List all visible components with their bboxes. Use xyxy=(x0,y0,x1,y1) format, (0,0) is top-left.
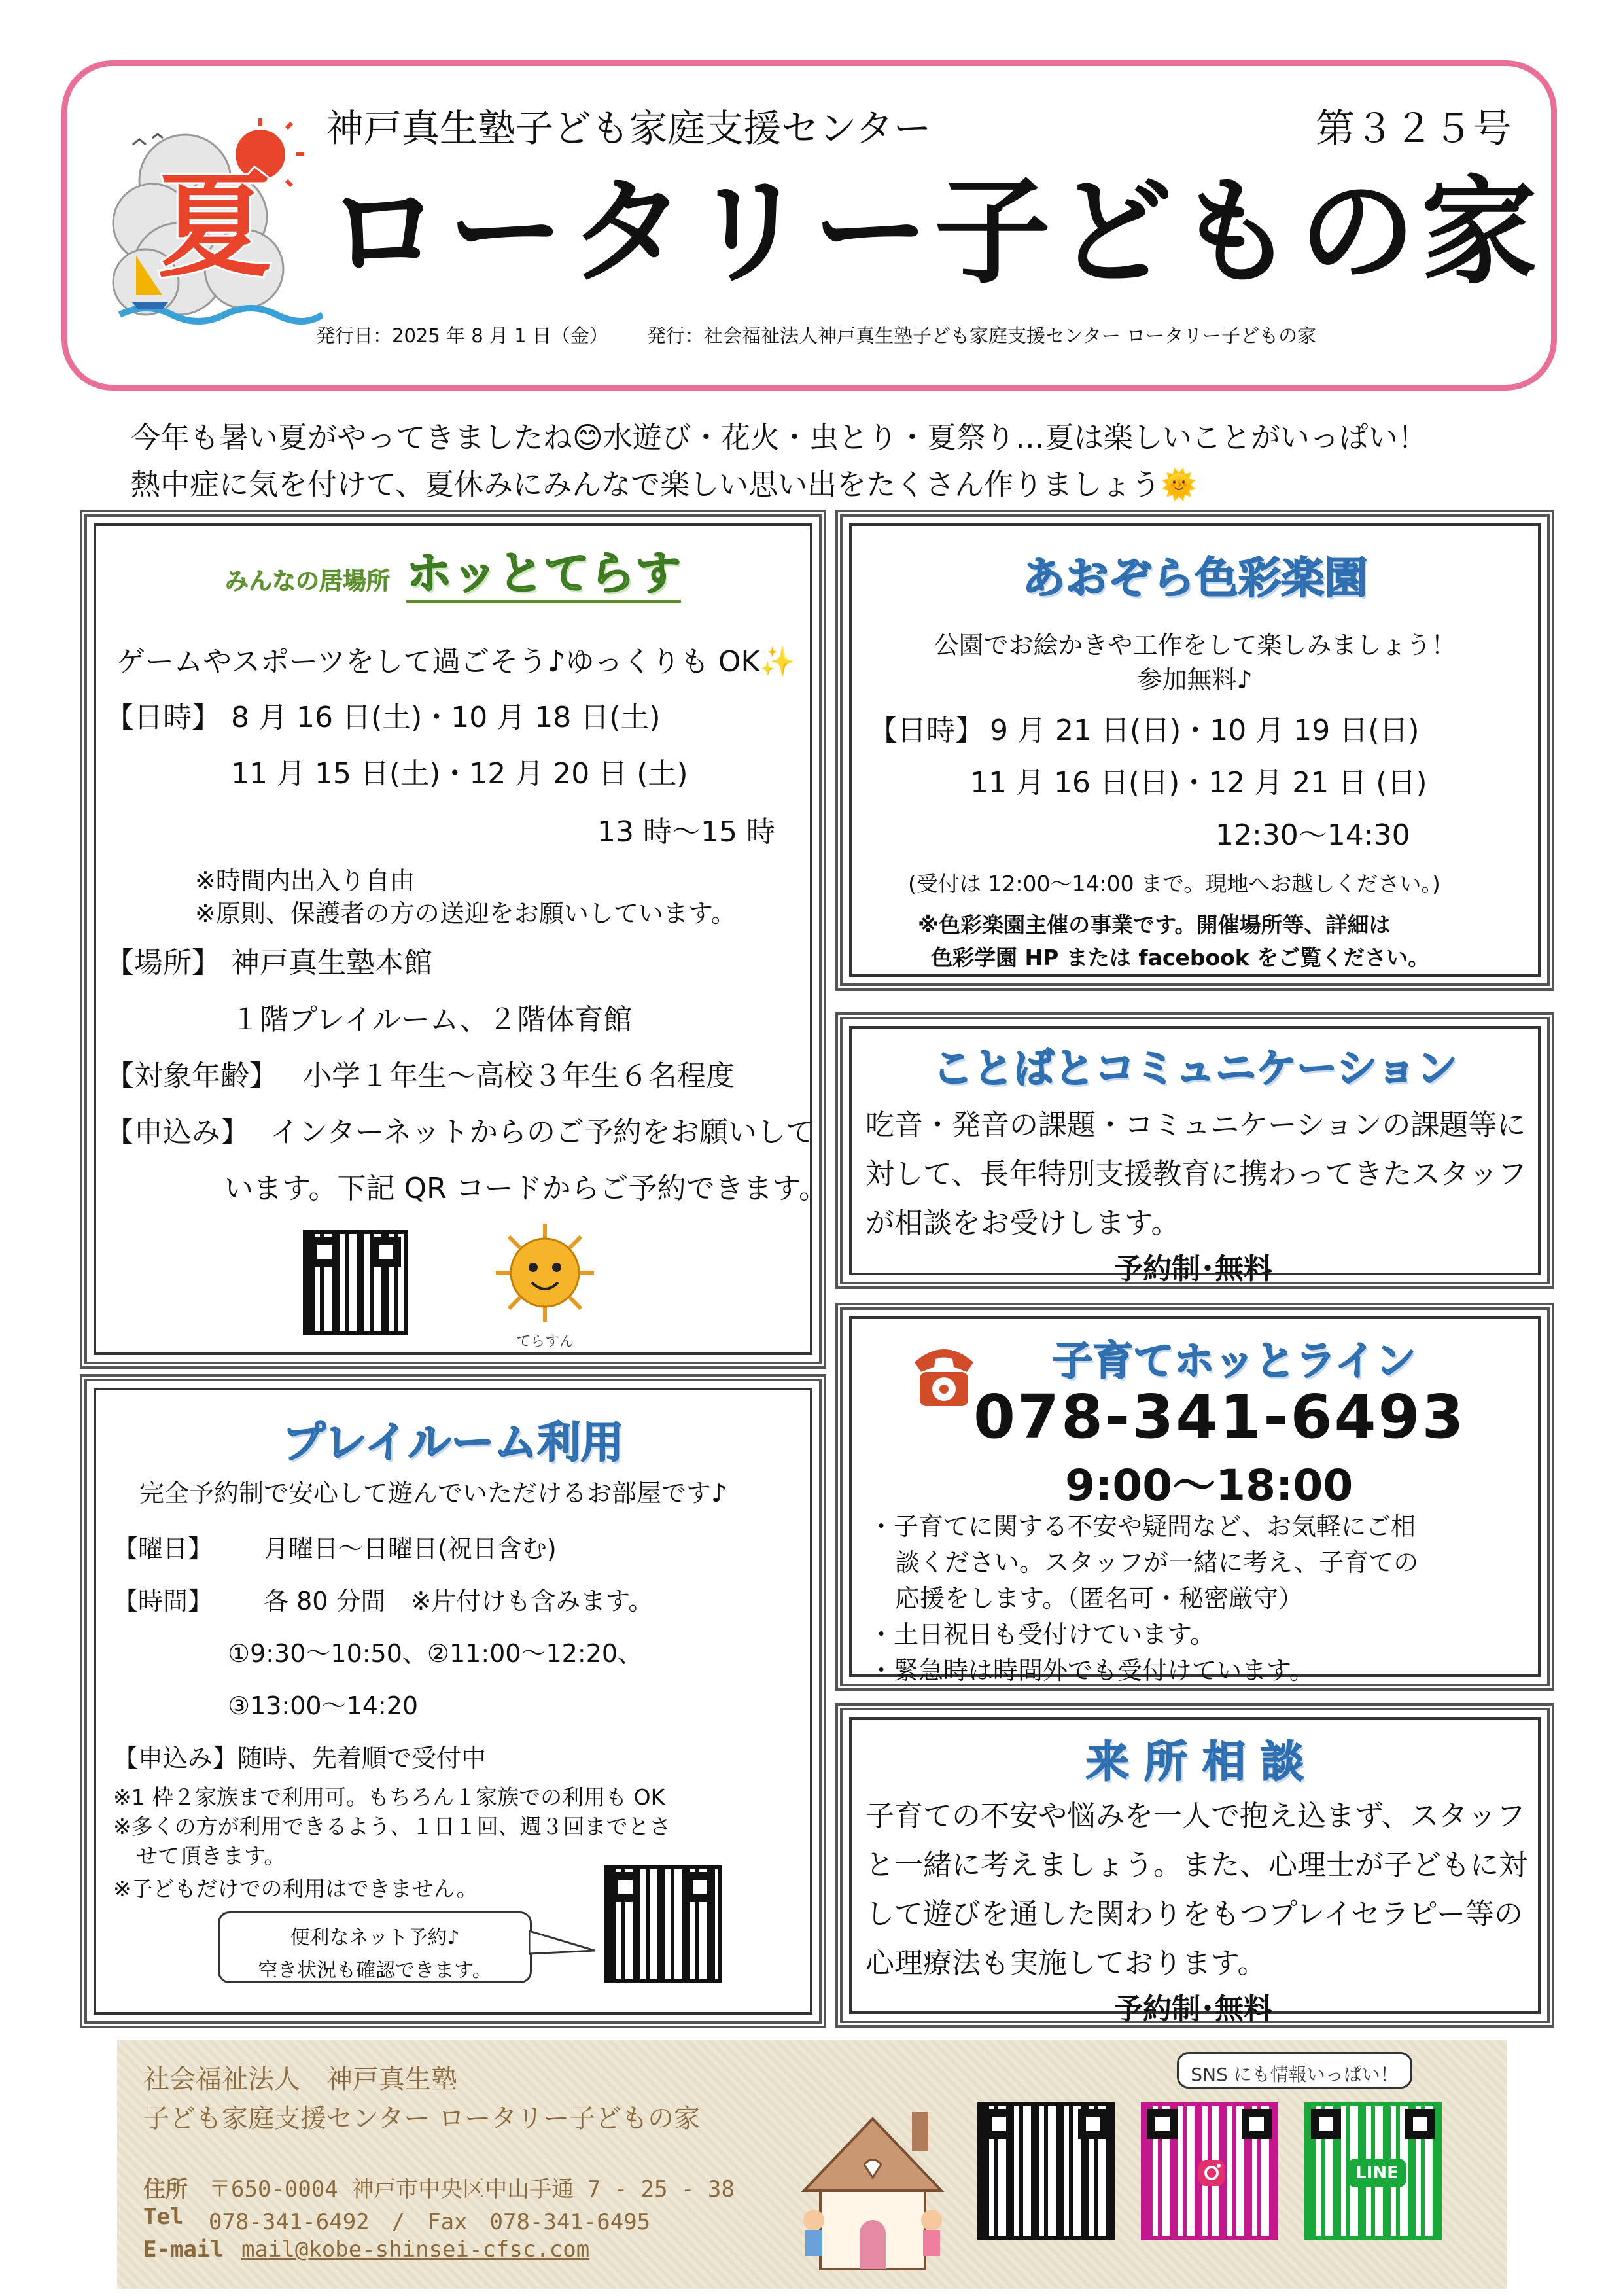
hotterasu-section xyxy=(80,510,826,1369)
hotline-hours: 9:00～18:00 xyxy=(1065,1460,1353,1511)
hotterasu-qr-code[interactable] xyxy=(303,1230,408,1335)
homepage-qr-code[interactable] xyxy=(977,2102,1115,2240)
email-label: E-mail xyxy=(143,2236,224,2263)
line-icon: LINE xyxy=(1348,2159,1406,2187)
hotline-bullet-1a: ・子育てに関する不安や疑問など、お気軽にご相 xyxy=(869,1512,1416,1541)
hotline-bullet-1c: 応援をします。（匿名可・秘密厳守） xyxy=(895,1584,1303,1613)
terasun-mascot xyxy=(493,1220,597,1351)
aozora-reception: (受付は 12:00～14:00 まで。現地へお越しください。) xyxy=(908,871,1440,896)
intro-line-2: 熱中症に気を付けて、夏休みにみんなで楽しい思い出をたくさん作りましょう🌞 xyxy=(131,467,1198,502)
house-illustration xyxy=(791,2099,954,2282)
sns-text: SNS にも情報いっぱい！ xyxy=(1191,2064,1399,2085)
aozora-time: 12:30～14:30 xyxy=(1215,819,1410,852)
raisho-body-3: して遊びを通した関わりをもつプレイセラピー等の xyxy=(865,1898,1523,1931)
hotterasu-age-label: 【対象年齢】 xyxy=(105,1059,278,1093)
hotterasu-place-2: １階プレイルーム、２階体育館 xyxy=(231,1003,633,1036)
hotterasu-place-1: 神戸真生塾本館 xyxy=(231,946,432,980)
aozora-date-label: 【日時】 xyxy=(869,714,984,747)
raisho-body-1: 子育ての不安や悩みを一人で抱え込まず、スタッフ xyxy=(865,1799,1526,1833)
playroom-note-2: ※多くの方が利用できるよう、１日１回、週３回までとさ xyxy=(113,1814,671,1839)
instagram-icon xyxy=(1197,2159,1226,2187)
hotterasu-subtitle: みんなの居場所 xyxy=(224,568,390,595)
playroom-apply: 随時、先着順で受付中 xyxy=(237,1744,487,1773)
kotoba-body-1: 吃音・発音の課題・コミュニケーションの課題等に xyxy=(865,1108,1526,1142)
playroom-slots-2: ③13:00～14:20 xyxy=(228,1691,419,1720)
line-qr-code[interactable] xyxy=(1304,2102,1442,2240)
hotterasu-dates-1: 8 月 16 日(土)・10 月 18 日(土) xyxy=(231,701,661,734)
newsletter-title: ロータリー子どもの家 xyxy=(326,164,1543,300)
intro-line-1: 今年も暑い夏がやってきましたね😊水遊び・花火・虫とり・夏祭り…夏は楽しいことがいっぱい！ xyxy=(131,420,1427,455)
hotline-title: 子育てホッとライン xyxy=(1052,1337,1416,1385)
tel-label: Tel xyxy=(143,2204,184,2230)
kotoba-body-2: 対して、長年特別支援教育に携わってきたスタッフ xyxy=(865,1157,1527,1191)
callout-pointer xyxy=(529,1924,595,1964)
hotline-phone: 078-341-6493 xyxy=(973,1382,1466,1452)
footer-org-1: 社会福祉法人 神戸真生塾 xyxy=(143,2064,457,2094)
raisho-body-2: と一緒に考えましょう。また、心理士が子どもに対 xyxy=(865,1848,1527,1882)
tel-fax: 078-341-6492 / Fax 078-341-6495 xyxy=(209,2209,651,2235)
mascot-name: てらすん xyxy=(515,1333,574,1350)
hotterasu-dates-2: 11 月 15 日(土)・12 月 20 日 (土) xyxy=(231,757,688,790)
playroom-time-label: 【時間】 xyxy=(113,1587,213,1616)
playroom-title: プレイルーム利用 xyxy=(282,1417,624,1468)
summer-cloud-illustration xyxy=(107,118,323,341)
playroom-note-1: ※1 枠２家族まで利用可。もちろん１家族での利用も OK xyxy=(113,1784,665,1810)
raisho-title: 来 所 相 談 xyxy=(1086,1737,1304,1787)
playroom-days: 月曜日～日曜日(祝日含む) xyxy=(264,1534,557,1563)
playroom-note-4: ※子どもだけでの利用はできません。 xyxy=(113,1876,478,1901)
hotterasu-time: 13 時～15 時 xyxy=(597,815,775,849)
playroom-note-3: せて頂きます。 xyxy=(136,1843,286,1869)
hotterasu-title: ホッとてらす xyxy=(406,546,681,603)
footer xyxy=(117,2040,1507,2289)
aozora-title: あおぞら色彩楽園 xyxy=(1022,553,1368,603)
playroom-slots-1: ①9:30～10:50、②11:00～12:20、 xyxy=(228,1639,642,1668)
playroom-qr-code[interactable] xyxy=(604,1865,722,1983)
hotline-bullet-3: ・緊急時は時間外でも受付けています。 xyxy=(869,1656,1314,1685)
playroom-section xyxy=(80,1374,826,2028)
publisher: 発行：社会福祉法人神戸真生塾子ども家庭支援センター ロータリー子どもの家 xyxy=(647,325,1317,347)
issue-number: 第３２５号 xyxy=(1316,106,1512,152)
hotline-bullet-1b: 談ください。スタッフが一緒に考え、子育ての xyxy=(895,1548,1419,1577)
hotterasu-heading xyxy=(87,537,819,603)
playroom-time: 各 80 分間 ※片付けも含みます。 xyxy=(264,1587,654,1616)
sns-callout xyxy=(1177,2052,1412,2089)
issue-meta xyxy=(316,321,1349,348)
playroom-apply-label: 【申込み】 xyxy=(113,1744,238,1773)
header-banner xyxy=(61,60,1557,391)
footer-org-2: 子ども家庭支援センター ロータリー子どもの家 xyxy=(143,2104,701,2134)
callout-line-1: 便利なネット予約♪ xyxy=(290,1926,460,1949)
hotterasu-apply-label: 【申込み】 xyxy=(105,1116,249,1149)
hotterasu-note-1: ※時間内出入り自由 xyxy=(195,866,415,895)
raisho-footer: 予約制･無料 xyxy=(1114,1992,1272,2026)
hotline-bullet-2: ・土日祝日も受付けています。 xyxy=(869,1620,1215,1649)
kotoba-footer: 予約制･無料 xyxy=(1114,1252,1272,1286)
hotterasu-apply-2: います。下記 QR コードからご予約できます。 xyxy=(224,1172,828,1205)
aozora-lead-2: 参加無料♪ xyxy=(1137,665,1253,694)
kotoba-section xyxy=(835,1012,1554,1289)
playroom-lead: 完全予約制で安心して遊んでいただけるお部屋です♪ xyxy=(139,1479,727,1508)
playroom-callout xyxy=(218,1911,532,1983)
callout-line-2: 空き状況も確認できます。 xyxy=(258,1959,492,1982)
header-org: 神戸真生塾子ども家庭支援センター xyxy=(326,106,932,150)
email-link[interactable]: mail@kobe-shinsei-cfsc.com xyxy=(241,2236,590,2263)
aozora-dates-1: 9 月 21 日(日)・10 月 19 日(日) xyxy=(990,714,1420,747)
kotoba-title: ことばとコミュニケーション xyxy=(932,1044,1457,1092)
hotterasu-note-2: ※原則、保護者の方の送迎をお願いしています。 xyxy=(195,899,736,928)
issue-date: 発行日：2025 年 8 月 1 日（金） xyxy=(316,325,608,347)
hotline-section xyxy=(835,1303,1554,1691)
playroom-day-label: 【曜日】 xyxy=(113,1534,213,1563)
hotterasu-age: 小学１年生～高校３年生６名程度 xyxy=(303,1059,735,1093)
address: 〒650-0004 神戸市中央区中山手通 7 - 25 - 38 xyxy=(209,2176,735,2202)
aozora-lead-1: 公園でお絵かきや工作をして楽しみましょう！ xyxy=(934,631,1456,660)
aozora-dates-2: 11 月 16 日(日)・12 月 21 日 (日) xyxy=(970,766,1427,800)
aozora-note-1: ※色彩楽園主催の事業です。開催場所等、詳細は xyxy=(918,912,1391,938)
raisho-section xyxy=(835,1703,1554,2028)
kotoba-body-3: が相談をお受けします。 xyxy=(865,1207,1180,1240)
address-label: 住所 xyxy=(143,2176,188,2202)
hotterasu-apply-1: インターネットからのご予約をお願いして xyxy=(270,1116,815,1149)
instagram-qr-code[interactable] xyxy=(1141,2102,1278,2240)
hotterasu-date-label: 【日時】 xyxy=(105,701,220,734)
aozora-section xyxy=(835,510,1554,991)
summer-glyph: 夏 xyxy=(157,160,272,293)
raisho-body-4: 心理療法も実施しております。 xyxy=(865,1947,1266,1980)
hotterasu-place-label: 【場所】 xyxy=(105,946,220,980)
aozora-note-2: 色彩学園 HP または facebook をご覧ください。 xyxy=(931,945,1430,970)
hotterasu-lead: ゲームやスポーツをして過ごそう♪ゆっくりも OK✨ xyxy=(116,645,796,679)
